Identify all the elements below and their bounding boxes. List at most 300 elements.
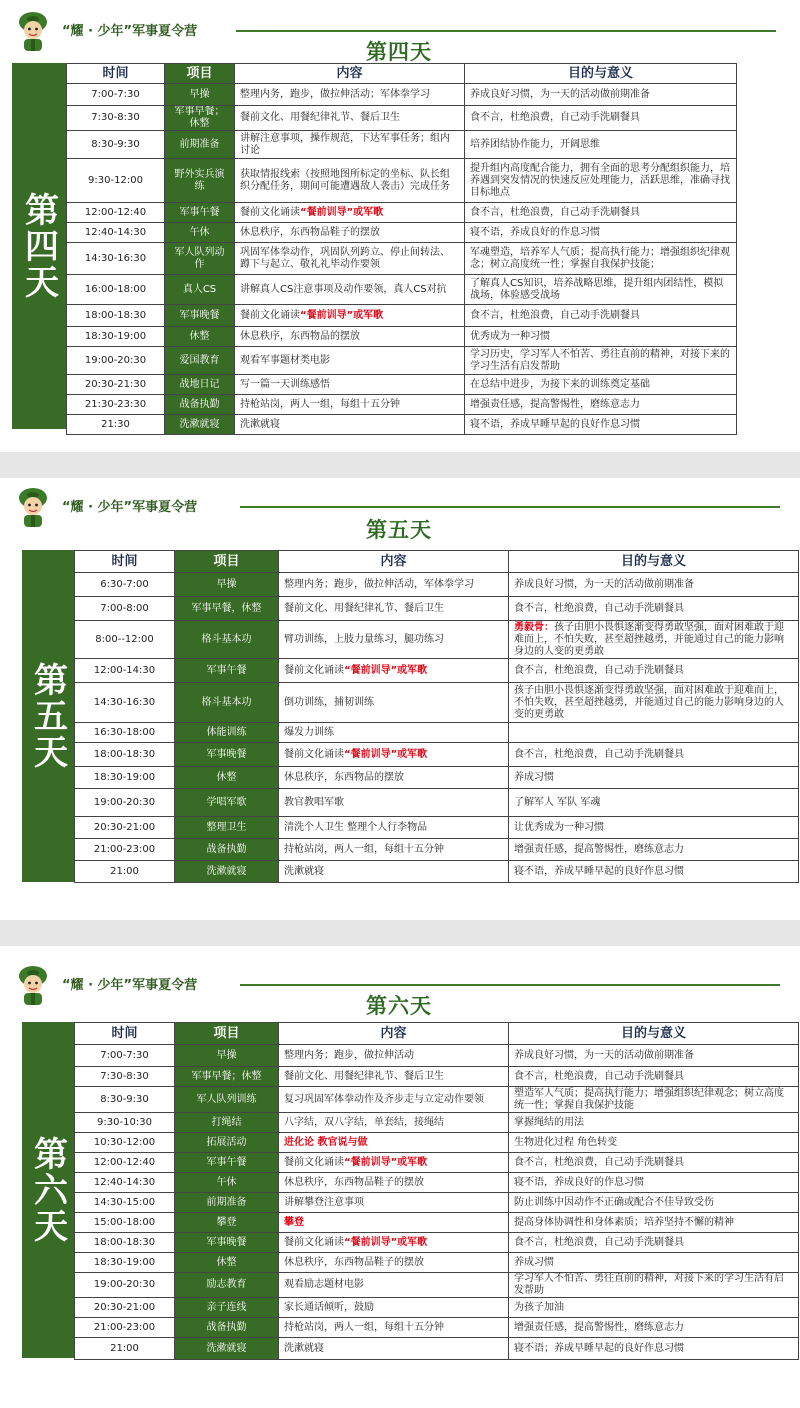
time-cell: 21:00-23:00 bbox=[75, 1318, 175, 1338]
header-purpose: 目的与意义 bbox=[509, 1023, 799, 1045]
content-cell bbox=[279, 1113, 509, 1133]
day-side-label bbox=[22, 1022, 74, 1358]
content-cell bbox=[235, 159, 465, 203]
table-row bbox=[75, 1153, 799, 1173]
time-cell: 18:00-18:30 bbox=[75, 1233, 175, 1253]
content-cell bbox=[279, 743, 509, 767]
purpose-text: 增强责任感，提高警惕性，磨练意志力 bbox=[514, 843, 684, 855]
purpose-text: 学习历史，学习军人不怕苦、勇往直前的精神，对接下来的学习生活有启发帮助 bbox=[470, 348, 730, 372]
content-text: 讲解攀登注意事项 bbox=[284, 1196, 364, 1208]
purpose-text: 提升组内高度配合能力，拥有全面的思考分配组织能力，培养遇到突发情况的快速反应处理能力，活跃思维，准确寻找目标地点 bbox=[470, 162, 730, 198]
time-cell: 12:00-14:30 bbox=[75, 659, 175, 683]
purpose-text: 寝不语，养成早睡早起的良好作息习惯 bbox=[514, 865, 684, 877]
table-header-row bbox=[75, 1023, 799, 1045]
content-cell bbox=[279, 573, 509, 597]
table-row bbox=[75, 621, 799, 659]
content-cell bbox=[279, 723, 509, 743]
content-cell bbox=[279, 861, 509, 883]
purpose-text: 为孩子加油 bbox=[514, 1301, 564, 1313]
content-text: 休息秩序，东西物品鞋子的摆放 bbox=[284, 1256, 424, 1268]
table-row bbox=[67, 375, 737, 395]
content-cell bbox=[279, 1213, 509, 1233]
time-cell: 9:30-12:00 bbox=[67, 159, 165, 203]
content-cell bbox=[235, 131, 465, 159]
content-highlight: “餐前训导”或军歌 bbox=[344, 1236, 428, 1248]
content-cell bbox=[235, 415, 465, 435]
purpose-text: 提高身体协调性和身体素质；培养坚持不懈的精神 bbox=[514, 1216, 734, 1228]
item-cell: 早操 bbox=[175, 573, 279, 597]
item-cell: 早操 bbox=[175, 1045, 279, 1067]
content-cell bbox=[279, 1087, 509, 1113]
section-gap bbox=[0, 452, 800, 478]
item-cell: 军事早餐，休整 bbox=[175, 597, 279, 621]
time-cell: 18:30-19:00 bbox=[75, 767, 175, 789]
purpose-cell bbox=[509, 683, 799, 723]
content-cell bbox=[279, 621, 509, 659]
table-row bbox=[75, 789, 799, 817]
header-content: 内容 bbox=[279, 1023, 509, 1045]
purpose-text: 培养团结协作能力，开阔思维 bbox=[470, 138, 600, 150]
table-row bbox=[75, 723, 799, 743]
content-cell bbox=[235, 275, 465, 305]
purpose-cell bbox=[509, 1273, 799, 1298]
content-text: 整理内务；跑步，做拉伸活动，军体拳学习 bbox=[284, 578, 474, 590]
day-side-text: 第六天 bbox=[27, 1136, 68, 1244]
item-cell: 军事早餐；休整 bbox=[175, 1067, 279, 1087]
content-text: 讲解注意事项，操作规范，下达军事任务；组内讨论 bbox=[240, 132, 450, 156]
content-cell bbox=[279, 817, 509, 839]
item-cell: 休整 bbox=[165, 327, 235, 347]
content-cell bbox=[279, 767, 509, 789]
table-row bbox=[67, 223, 737, 243]
content-text: 观看军事题材类电影 bbox=[240, 354, 330, 366]
purpose-text: 寝不语，养成良好的作息习惯 bbox=[514, 1176, 644, 1188]
purpose-cell bbox=[465, 243, 737, 275]
purpose-text: 学习军人不怕苦、勇往直前的精神，对接下来的学习生活有启发帮助 bbox=[514, 1273, 784, 1296]
table-row bbox=[75, 1173, 799, 1193]
time-cell: 7:30-8:30 bbox=[67, 106, 165, 131]
content-cell bbox=[279, 1233, 509, 1253]
table-row bbox=[67, 415, 737, 435]
day-title: 第六天 bbox=[366, 994, 432, 1018]
table-row bbox=[75, 1338, 799, 1360]
content-highlight: “餐前训导”或军歌 bbox=[344, 664, 428, 676]
content-text: 爆发力训练 bbox=[284, 726, 334, 738]
table-row bbox=[75, 573, 799, 597]
time-cell: 10:30-12:00 bbox=[75, 1133, 175, 1153]
purpose-text: 食不言，杜绝浪费，自己动手洗刷餐具 bbox=[514, 664, 684, 676]
item-cell: 休整 bbox=[175, 1253, 279, 1273]
table-row bbox=[75, 1233, 799, 1253]
table-row bbox=[75, 1318, 799, 1338]
purpose-cell bbox=[509, 573, 799, 597]
content-cell bbox=[235, 203, 465, 223]
purpose-cell bbox=[465, 347, 737, 375]
content-text: 洗漱就寝 bbox=[240, 418, 280, 430]
table-row bbox=[75, 659, 799, 683]
purpose-cell bbox=[509, 723, 799, 743]
schedule-table bbox=[74, 550, 799, 883]
time-cell: 12:00-12:40 bbox=[67, 203, 165, 223]
table-row bbox=[75, 1045, 799, 1067]
time-cell: 18:30-19:00 bbox=[75, 1253, 175, 1273]
content-text: 休息秩序，东西物品鞋子的摆放 bbox=[240, 226, 380, 238]
purpose-cell bbox=[465, 375, 737, 395]
header-time: 时间 bbox=[75, 551, 175, 573]
content-cell bbox=[279, 1045, 509, 1067]
content-cell bbox=[279, 1298, 509, 1318]
table-row bbox=[75, 861, 799, 883]
purpose-text: 食不言，杜绝浪费，自己动手洗刷餐具 bbox=[514, 1236, 684, 1248]
header-purpose: 目的与意义 bbox=[465, 64, 737, 84]
section-gap bbox=[0, 920, 800, 946]
content-text: 清洗个人卫生 整理个人行李物品 bbox=[284, 821, 428, 833]
purpose-cell bbox=[509, 817, 799, 839]
table-row bbox=[67, 203, 737, 223]
content-highlight: 攀登 bbox=[284, 1216, 304, 1228]
content-text: 观看励志题材电影 bbox=[284, 1279, 364, 1290]
time-cell: 21:00 bbox=[75, 861, 175, 883]
purpose-text: 优秀成为一种习惯 bbox=[470, 330, 550, 342]
content-text: 餐前文化、用餐纪律礼节、餐后卫生 bbox=[240, 112, 400, 123]
table-header-row bbox=[67, 64, 737, 84]
header-time: 时间 bbox=[67, 64, 165, 84]
item-cell: 军事午餐 bbox=[175, 659, 279, 683]
table-row bbox=[75, 1067, 799, 1087]
header-content: 内容 bbox=[279, 551, 509, 573]
item-cell: 军事晚餐 bbox=[175, 743, 279, 767]
content-text: 复习巩固军体拳动作及齐步走与立定动作要领 bbox=[284, 1093, 484, 1105]
item-cell: 打绳结 bbox=[175, 1113, 279, 1133]
item-cell: 军人队列动作 bbox=[165, 243, 235, 275]
item-cell: 午休 bbox=[175, 1173, 279, 1193]
purpose-text: 掌握绳结的用法 bbox=[514, 1116, 584, 1128]
table-row bbox=[75, 1193, 799, 1213]
table-row bbox=[67, 159, 737, 203]
item-cell: 军事早餐；休整 bbox=[165, 106, 235, 131]
item-cell: 格斗基本功 bbox=[175, 621, 279, 659]
header-purpose: 目的与意义 bbox=[509, 551, 799, 573]
time-cell: 12:00-12:40 bbox=[75, 1153, 175, 1173]
day-side-label bbox=[12, 63, 66, 429]
item-cell: 休整 bbox=[175, 767, 279, 789]
content-text: 餐前文化诵读 bbox=[284, 1236, 344, 1248]
schedule-table bbox=[66, 63, 737, 435]
purpose-cell bbox=[509, 1298, 799, 1318]
time-cell: 12:40-14:30 bbox=[75, 1173, 175, 1193]
time-cell: 8:30-9:30 bbox=[67, 131, 165, 159]
camp-brand-title: “耀 · 少年”军事夏令营 bbox=[62, 500, 198, 515]
purpose-cell bbox=[465, 203, 737, 223]
time-cell: 19:00-20:30 bbox=[67, 347, 165, 375]
content-cell bbox=[279, 839, 509, 861]
purpose-cell bbox=[465, 159, 737, 203]
day-title: 第五天 bbox=[366, 518, 432, 542]
content-text: 餐前文化诵读 bbox=[284, 748, 344, 760]
purpose-cell bbox=[465, 131, 737, 159]
content-highlight: 进化论 教官说与做 bbox=[284, 1136, 368, 1148]
purpose-text: 食不言，杜绝浪费，自己动手洗刷餐具 bbox=[514, 748, 684, 760]
content-text: 持枪站岗，两人一组，每组十五分钟 bbox=[284, 1321, 444, 1333]
purpose-cell bbox=[465, 395, 737, 415]
time-cell: 19:00-20:30 bbox=[75, 789, 175, 817]
content-text: 整理内务，跑步，做拉伸活动；军体拳学习 bbox=[240, 88, 430, 100]
content-text: 餐前文化诵读 bbox=[284, 1156, 344, 1168]
purpose-cell bbox=[509, 789, 799, 817]
item-cell: 前期准备 bbox=[165, 131, 235, 159]
item-cell: 体能训练 bbox=[175, 723, 279, 743]
time-cell: 14:30-16:30 bbox=[75, 683, 175, 723]
content-cell bbox=[235, 106, 465, 131]
purpose-cell bbox=[465, 327, 737, 347]
time-cell: 7:00-7:30 bbox=[75, 1045, 175, 1067]
time-cell: 9:30-10:30 bbox=[75, 1113, 175, 1133]
purpose-cell bbox=[509, 839, 799, 861]
purpose-cell bbox=[509, 1173, 799, 1193]
purpose-cell bbox=[509, 1133, 799, 1153]
content-text: 休息秩序，东西物品鞋子的摆放 bbox=[284, 1176, 424, 1188]
item-cell: 战备执勤 bbox=[165, 395, 235, 415]
header-divider bbox=[240, 984, 780, 986]
item-cell: 早操 bbox=[165, 84, 235, 106]
purpose-cell bbox=[509, 1113, 799, 1133]
purpose-text: 军魂塑造，培养军人气质；提高执行能力；增强组织纪律观念；树立高度统一性；掌握自我保护技能； bbox=[470, 246, 730, 270]
purpose-text: 增强责任感，提高警惕性，磨练意志力 bbox=[470, 398, 640, 410]
item-cell: 学唱军歌 bbox=[175, 789, 279, 817]
purpose-cell bbox=[509, 743, 799, 767]
purpose-text: 防止训练中因动作不正确或配合不佳导致受伤 bbox=[514, 1196, 714, 1208]
content-cell bbox=[279, 1273, 509, 1298]
table-row bbox=[67, 243, 737, 275]
purpose-cell bbox=[465, 84, 737, 106]
time-cell: 14:30-15:00 bbox=[75, 1193, 175, 1213]
content-text: 餐前文化、用餐纪律礼节、餐后卫生 bbox=[284, 1070, 444, 1082]
content-text: 洗漱就寝 bbox=[284, 1342, 324, 1354]
time-cell: 21:00 bbox=[75, 1338, 175, 1360]
time-cell: 19:00-20:30 bbox=[75, 1273, 175, 1298]
purpose-cell bbox=[509, 1087, 799, 1113]
item-cell: 战备执勤 bbox=[175, 839, 279, 861]
content-cell bbox=[279, 1253, 509, 1273]
content-cell bbox=[279, 1338, 509, 1360]
content-text: 餐前文化、用餐纪律礼节、餐后卫生 bbox=[284, 602, 444, 614]
table-row bbox=[75, 1253, 799, 1273]
item-cell: 攀登 bbox=[175, 1213, 279, 1233]
time-cell: 18:30-19:00 bbox=[67, 327, 165, 347]
purpose-text: 食不言，杜绝浪费，自己动手洗刷餐具 bbox=[514, 602, 684, 614]
purpose-cell bbox=[465, 275, 737, 305]
time-cell: 20:30-21:30 bbox=[67, 375, 165, 395]
content-text: 持枪站岗，两人一组，每组十五分钟 bbox=[284, 843, 444, 855]
camp-brand-title: “耀 · 少年”军事夏令营 bbox=[62, 24, 198, 39]
content-text: 八字结，双八字结，单套结，接绳结 bbox=[284, 1116, 444, 1128]
item-cell: 前期准备 bbox=[175, 1193, 279, 1213]
purpose-text: 寝不语；养成早睡早起的良好作息习惯 bbox=[514, 1342, 684, 1354]
time-cell: 8:00--12:00 bbox=[75, 621, 175, 659]
time-cell: 20:30-21:00 bbox=[75, 1298, 175, 1318]
time-cell: 7:00-7:30 bbox=[67, 84, 165, 106]
purpose-cell bbox=[465, 305, 737, 327]
purpose-text: 养成良好习惯，为一天的活动做前期准备 bbox=[514, 578, 694, 590]
content-cell bbox=[279, 1133, 509, 1153]
item-cell: 励志教育 bbox=[175, 1273, 279, 1298]
content-cell bbox=[235, 84, 465, 106]
purpose-text: 食不言，杜绝浪费，自己动手洗刷餐具 bbox=[470, 112, 640, 123]
time-cell: 15:00-18:00 bbox=[75, 1213, 175, 1233]
time-cell: 18:00-18:30 bbox=[67, 305, 165, 327]
time-cell: 6:30-7:00 bbox=[75, 573, 175, 597]
header-divider bbox=[236, 30, 776, 32]
content-text: 洗漱就寝 bbox=[284, 865, 324, 877]
content-cell bbox=[235, 347, 465, 375]
time-cell: 8:30-9:30 bbox=[75, 1087, 175, 1113]
purpose-text: 了解真人CS知识，培养战略思维，提升组内团结性，模拟战场，体验感受战场 bbox=[470, 277, 724, 301]
content-text: 餐前文化诵读 bbox=[240, 206, 300, 218]
purpose-text: 寝不语，养成早睡早起的良好作息习惯 bbox=[470, 418, 640, 430]
purpose-text: 生物进化过程 角色转变 bbox=[514, 1136, 618, 1148]
time-cell: 21:00-23:00 bbox=[75, 839, 175, 861]
purpose-text: 了解军人 军队 军魂 bbox=[514, 796, 601, 808]
purpose-cell bbox=[509, 1045, 799, 1067]
table-row bbox=[67, 84, 737, 106]
content-highlight: “餐前训导”或军歌 bbox=[344, 1156, 428, 1168]
table-row bbox=[67, 106, 737, 131]
content-text: 教官教唱军歌 bbox=[284, 796, 344, 808]
purpose-text: 孩子由胆小畏惧逐渐变得勇敢坚强，面对困难敢于迎难而上，不怕失败，甚至超挫越勇，并能通过自己的能力影响身边的人变的更勇敢 bbox=[514, 621, 784, 657]
table-row bbox=[67, 275, 737, 305]
table-row bbox=[75, 743, 799, 767]
content-text: 写一篇一天训练感悟 bbox=[240, 378, 330, 390]
day-side-text: 第四天 bbox=[18, 192, 59, 300]
purpose-cell bbox=[509, 767, 799, 789]
time-cell: 7:00-8:00 bbox=[75, 597, 175, 621]
table-row bbox=[75, 1133, 799, 1153]
item-cell: 洗漱就寝 bbox=[165, 415, 235, 435]
purpose-cell bbox=[509, 1233, 799, 1253]
content-cell bbox=[279, 1153, 509, 1173]
soldier-mascot-icon bbox=[16, 8, 50, 52]
soldier-mascot-icon bbox=[16, 962, 50, 1006]
purpose-cell bbox=[509, 1318, 799, 1338]
table-row bbox=[67, 347, 737, 375]
soldier-mascot-icon bbox=[16, 484, 50, 528]
time-cell: 16:30-18:00 bbox=[75, 723, 175, 743]
purpose-text: 食不言，杜绝浪费，自己动手洗刷餐具 bbox=[514, 1070, 684, 1082]
purpose-text: 让优秀成为一种习惯 bbox=[514, 821, 604, 833]
item-cell: 爱国教育 bbox=[165, 347, 235, 375]
purpose-text: 养成习惯 bbox=[514, 771, 554, 783]
item-cell: 战地日记 bbox=[165, 375, 235, 395]
header-item: 项目 bbox=[175, 551, 279, 573]
content-text: 倒功训练，捕韧训练 bbox=[284, 696, 374, 708]
table-row bbox=[67, 305, 737, 327]
purpose-cell bbox=[509, 861, 799, 883]
time-cell: 21:30 bbox=[67, 415, 165, 435]
purpose-cell bbox=[509, 1253, 799, 1273]
time-cell: 12:40-14:30 bbox=[67, 223, 165, 243]
purpose-cell bbox=[465, 415, 737, 435]
item-cell: 军事晚餐 bbox=[165, 305, 235, 327]
table-row bbox=[67, 395, 737, 415]
table-header-row bbox=[75, 551, 799, 573]
item-cell: 军事晚餐 bbox=[175, 1233, 279, 1253]
time-cell: 20:30-21:00 bbox=[75, 817, 175, 839]
purpose-text: 塑造军人气质；提高执行能力；增强组织纪律观念；树立高度统一性；掌握自我保护技能 bbox=[514, 1087, 784, 1111]
content-cell bbox=[235, 243, 465, 275]
time-cell: 14:30-16:30 bbox=[67, 243, 165, 275]
time-cell: 18:00-18:30 bbox=[75, 743, 175, 767]
table-row bbox=[75, 767, 799, 789]
item-cell: 战备执勤 bbox=[175, 1318, 279, 1338]
content-cell bbox=[279, 1318, 509, 1338]
purpose-cell bbox=[509, 621, 799, 659]
purpose-cell bbox=[509, 1067, 799, 1087]
content-text: 讲解真人CS注意事项及动作要领，真人CS对抗 bbox=[240, 283, 447, 295]
day-side-label bbox=[22, 550, 74, 882]
content-cell bbox=[235, 327, 465, 347]
content-cell bbox=[279, 1067, 509, 1087]
purpose-text: 在总结中进步，为接下来的训练奠定基础 bbox=[470, 378, 650, 390]
content-cell bbox=[235, 375, 465, 395]
content-highlight: “餐前训导”或军歌 bbox=[300, 309, 384, 321]
table-row bbox=[75, 1213, 799, 1233]
content-cell bbox=[279, 659, 509, 683]
content-text: 巩固军体拳动作，巩固队列跨立、停止间转法、蹲下与起立、敬礼礼毕动作要领 bbox=[240, 246, 450, 270]
content-text: 休息秩序，东西物品的摆放 bbox=[284, 771, 404, 783]
table-row bbox=[67, 327, 737, 347]
header-item: 项目 bbox=[165, 64, 235, 84]
table-row bbox=[75, 817, 799, 839]
item-cell: 午休 bbox=[165, 223, 235, 243]
content-highlight: “餐前训导”或军歌 bbox=[344, 748, 428, 760]
content-cell bbox=[279, 1173, 509, 1193]
camp-brand-title: “耀 · 少年”军事夏令营 bbox=[62, 978, 198, 993]
content-text: 臂功训练，上肢力量练习，腿功练习 bbox=[284, 633, 444, 645]
purpose-text: 养成习惯 bbox=[514, 1256, 554, 1268]
item-cell: 军事午餐 bbox=[175, 1153, 279, 1173]
purpose-cell bbox=[465, 106, 737, 131]
content-cell bbox=[279, 789, 509, 817]
content-text: 餐前文化诵读 bbox=[284, 664, 344, 676]
purpose-cell bbox=[509, 659, 799, 683]
item-cell: 野外实兵演练 bbox=[165, 159, 235, 203]
purpose-text: 增强责任感，提高警惕性，磨练意志力 bbox=[514, 1321, 684, 1333]
time-cell: 16:00-18:00 bbox=[67, 275, 165, 305]
content-text: 餐前文化诵读 bbox=[240, 309, 300, 321]
table-row bbox=[75, 1087, 799, 1113]
purpose-text: 孩子由胆小畏惧逐渐变得勇敢坚强，面对困难敢于迎难而上，不怕失败，甚至超挫越勇，并能通过自己的能力影响身边的人变的更勇敢 bbox=[514, 684, 784, 720]
content-cell bbox=[235, 223, 465, 243]
purpose-cell bbox=[509, 1213, 799, 1233]
table-row bbox=[75, 1113, 799, 1133]
purpose-cell bbox=[509, 1193, 799, 1213]
content-cell bbox=[235, 395, 465, 415]
content-text: 家长通话倾听，鼓励 bbox=[284, 1301, 374, 1313]
item-cell: 整理卫生 bbox=[175, 817, 279, 839]
content-text: 休息秩序，东西物品的摆放 bbox=[240, 330, 360, 342]
content-text: 整理内务；跑步，做拉伸活动 bbox=[284, 1049, 414, 1061]
purpose-text: 食不言，杜绝浪费，自己动手洗刷餐具 bbox=[470, 309, 640, 321]
day-title: 第四天 bbox=[366, 40, 432, 64]
item-cell: 洗漱就寝 bbox=[175, 1338, 279, 1360]
item-cell: 洗漱就寝 bbox=[175, 861, 279, 883]
content-text: 持枪站岗，两人一组，每组十五分钟 bbox=[240, 398, 400, 410]
purpose-text: 食不言，杜绝浪费，自己动手洗刷餐具 bbox=[514, 1156, 684, 1168]
table-row bbox=[67, 131, 737, 159]
purpose-cell bbox=[509, 1338, 799, 1360]
content-highlight: “餐前训导”或军歌 bbox=[300, 206, 384, 218]
purpose-text: 寝不语，养成良好的作息习惯 bbox=[470, 226, 600, 238]
